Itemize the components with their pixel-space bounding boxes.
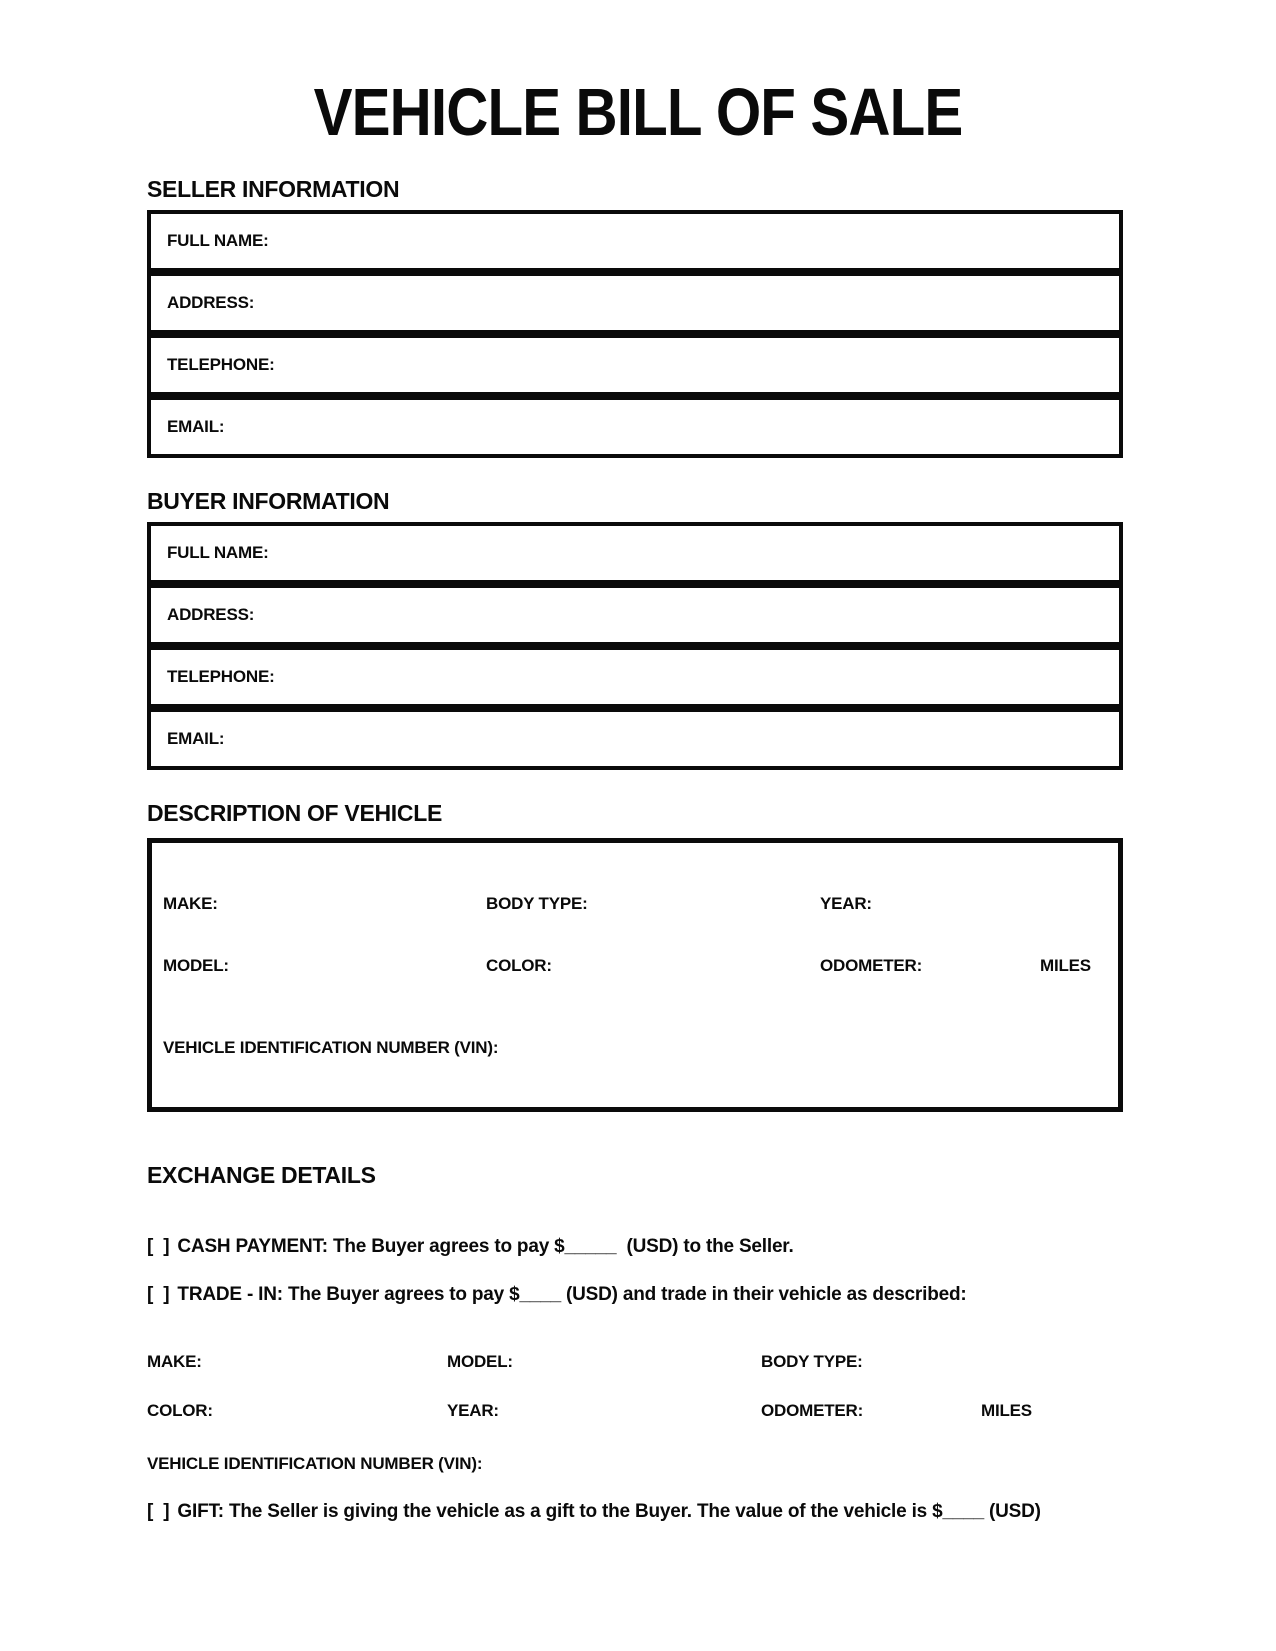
trade-in-vin-label: VEHICLE IDENTIFICATION NUMBER (VIN):: [147, 1454, 483, 1473]
trade-in-miles-label: MILES: [981, 1401, 1032, 1420]
trade-in-make-label: MAKE:: [147, 1352, 202, 1371]
vehicle-row-1: [152, 893, 1118, 915]
vehicle-color-label: COLOR:: [486, 956, 552, 975]
seller-info-table: [147, 210, 1123, 458]
seller-section: [147, 176, 1123, 458]
trade-in-model-label: MODEL:: [447, 1352, 513, 1371]
exchange-details-section: [147, 1162, 1123, 1523]
gift-text: GIFT: The Seller is giving the vehicle as a gift to the Buyer. The value of the vehicle is $____ (USD): [177, 1501, 1041, 1522]
cash-payment-line: [147, 1236, 1123, 1258]
seller-full-name-field[interactable]: [269, 214, 1119, 268]
seller-email-label: EMAIL:: [167, 417, 225, 436]
exchange-details-heading: EXCHANGE DETAILS: [147, 1162, 376, 1188]
buyer-telephone-row: [147, 646, 1123, 708]
trade-in-color-label: COLOR:: [147, 1401, 213, 1420]
vehicle-vin-row: [152, 1037, 1118, 1059]
trade-in-year-label: YEAR:: [447, 1401, 499, 1420]
seller-address-label: ADDRESS:: [167, 293, 255, 312]
seller-email-field[interactable]: [224, 400, 1119, 454]
buyer-email-label: EMAIL:: [167, 729, 225, 748]
buyer-email-field[interactable]: [224, 712, 1119, 766]
trade-in-checkbox[interactable]: [ ]: [147, 1284, 170, 1305]
vehicle-odometer-label: ODOMETER:: [820, 956, 923, 975]
vehicle-make-label: MAKE:: [163, 894, 218, 913]
buyer-telephone-label: TELEPHONE:: [167, 667, 275, 686]
vehicle-description-section: [147, 800, 1123, 1112]
seller-telephone-row: [147, 334, 1123, 396]
buyer-info-table: [147, 522, 1123, 770]
vehicle-description-heading: DESCRIPTION OF VEHICLE: [147, 800, 442, 826]
document-title: VEHICLE BILL OF SALE: [313, 75, 963, 150]
gift-checkbox[interactable]: [ ]: [147, 1501, 170, 1522]
seller-address-field[interactable]: [254, 276, 1119, 330]
gift-line: [147, 1501, 1123, 1523]
buyer-address-label: ADDRESS:: [167, 605, 255, 624]
trade-in-body-type-label: BODY TYPE:: [761, 1352, 863, 1371]
seller-section-heading: SELLER INFORMATION: [147, 176, 400, 202]
seller-full-name-label: FULL NAME:: [167, 231, 269, 250]
buyer-address-row: [147, 584, 1123, 646]
buyer-full-name-field[interactable]: [269, 526, 1119, 580]
vehicle-vin-label: VEHICLE IDENTIFICATION NUMBER (VIN):: [163, 1038, 499, 1057]
seller-full-name-row: [147, 210, 1123, 272]
cash-payment-text: CASH PAYMENT: The Buyer agrees to pay $_____ (USD) to the Seller.: [177, 1236, 794, 1257]
trade-in-row-1: [147, 1351, 1123, 1373]
seller-telephone-field[interactable]: [275, 338, 1119, 392]
buyer-telephone-field[interactable]: [275, 650, 1119, 704]
buyer-address-field[interactable]: [254, 588, 1119, 642]
buyer-full-name-row: [147, 522, 1123, 584]
vehicle-body-type-label: BODY TYPE:: [486, 894, 588, 913]
trade-in-text: TRADE - IN: The Buyer agrees to pay $____ (USD) and trade in their vehicle as described:: [177, 1284, 967, 1305]
vehicle-description-box: [147, 838, 1123, 1112]
seller-telephone-label: TELEPHONE:: [167, 355, 275, 374]
trade-in-row-2: [147, 1400, 1123, 1422]
document-content: [147, 176, 1123, 1523]
vehicle-year-label: YEAR:: [820, 894, 872, 913]
seller-address-row: [147, 272, 1123, 334]
cash-payment-checkbox[interactable]: [ ]: [147, 1236, 170, 1257]
buyer-section: [147, 488, 1123, 770]
vehicle-row-2: [152, 955, 1118, 977]
buyer-full-name-label: FULL NAME:: [167, 543, 269, 562]
vehicle-miles-label: MILES: [1040, 956, 1091, 975]
trade-in-line: [147, 1284, 1123, 1306]
vehicle-model-label: MODEL:: [163, 956, 229, 975]
buyer-section-heading: BUYER INFORMATION: [147, 488, 390, 514]
buyer-email-row: [147, 708, 1123, 770]
trade-in-odometer-label: ODOMETER:: [761, 1401, 864, 1420]
seller-email-row: [147, 396, 1123, 458]
trade-in-vin-row: [147, 1453, 1123, 1475]
